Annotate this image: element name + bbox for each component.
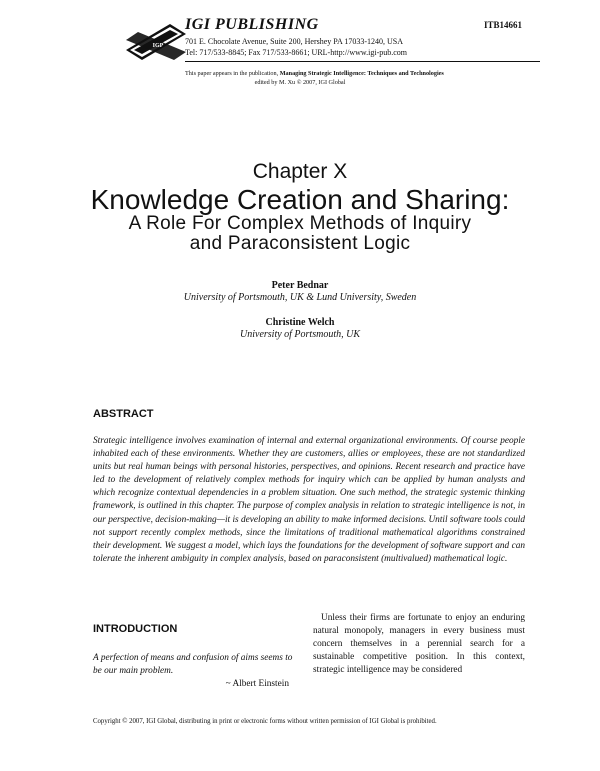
introduction-body: Unless their firms are fortunate to enjoy an enduring natural monopoly, managers in every business must concern themselves in a perennial search for a sustainable competitive position. In this context, strategic intelligence may be considered bbox=[313, 613, 525, 676]
abstract-body: Strategic intelligence involves examination of internal and external organizational environments. Of course people inhabited each of these environments. Whether they are customers, allies or employees, these are not standardized units but real human beings with personal histories, perspectives, and opinions. Recent research and practice have led to the development of relatively complex methods for inquiry which can be applied by human analysts and which recognize contextual dependencies in a problem situation. One such method, the strategic systemic thinking framework, is outlined in this chapter. The purpose of complex analysis in relation to strategic intelligence is not, in our perspective, decision-making—it is developing an ability to make informed decisions. Until software tools could not support recently complex methods, since the limitations of traditional mathematical algorithms constrained their development. We suggest a model, which lays the foundations for the development of software support and can tolerate the inherent ambiguity in complex analysis, based on paraconsistent (multivalued) mathematical logic. bbox=[93, 436, 525, 564]
publisher-name: IGI PUBLISHING bbox=[185, 16, 319, 33]
author-affiliation: University of Portsmouth, UK & Lund University, Sweden bbox=[183, 292, 417, 303]
publisher-contact: Tel: 717/533-8845; Fax 717/533-8661; URL-http://www.igi-pub.com bbox=[185, 48, 408, 57]
publisher-address: 701 E. Chocolate Avenue, Suite 200, Hershey PA 17033-1240, USA bbox=[185, 37, 403, 46]
chapter-subtitle-line-1: A Role For Complex Methods of Inquiry bbox=[128, 213, 472, 234]
epigraph-quote: A perfection of means and confusion of aims seems to be our main problem. bbox=[93, 653, 293, 677]
abstract-heading: ABSTRACT bbox=[93, 408, 154, 420]
publisher-logo bbox=[124, 22, 188, 66]
chapter-label: Chapter X bbox=[252, 160, 348, 183]
epigraph-author: ~ Albert Einstein bbox=[225, 679, 289, 689]
copyright-notice: Copyright © 2007, IGI Global, distributing in print or electronic forms without written permission of IGI Global is prohibited. bbox=[93, 718, 437, 725]
editor-note: edited by M. Xu © 2007, IGI Global bbox=[254, 79, 346, 86]
chapter-subtitle-line-2: and Paraconsistent Logic bbox=[189, 233, 411, 254]
header-rule bbox=[185, 61, 540, 62]
publication-prefix: This paper appears in the publication, bbox=[185, 70, 279, 77]
author-affiliation: University of Portsmouth, UK bbox=[240, 329, 360, 340]
author-name: Christine Welch bbox=[265, 317, 335, 328]
publication-title: Managing Strategic Intelligence: Techniques and Technologies bbox=[279, 70, 444, 77]
author-name: Peter Bednar bbox=[271, 280, 329, 291]
publication-note bbox=[185, 70, 444, 77]
logo-text: IGP bbox=[152, 43, 164, 49]
chapter-title: Knowledge Creation and Sharing: bbox=[90, 184, 510, 215]
introduction-heading: INTRODUCTION bbox=[93, 623, 178, 635]
article-id: ITB14661 bbox=[484, 20, 523, 30]
